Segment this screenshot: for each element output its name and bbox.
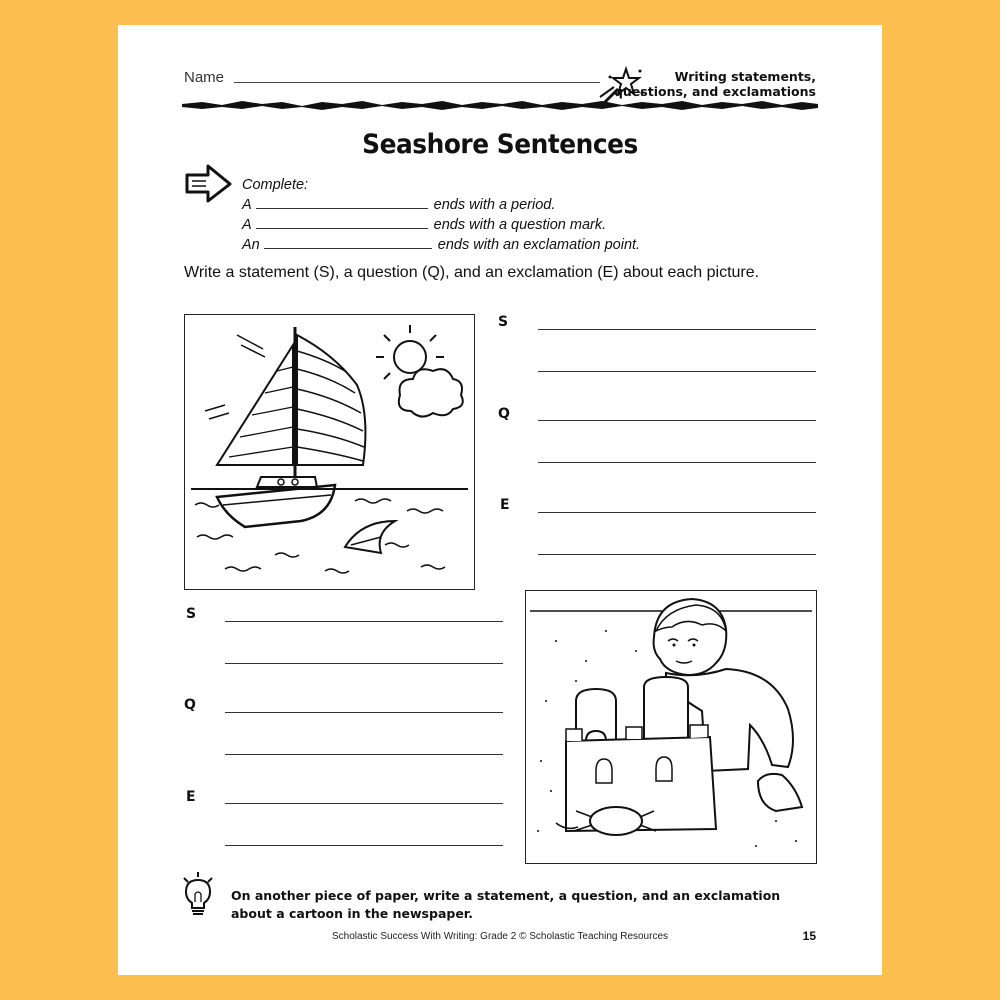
arrow-icon — [184, 163, 234, 205]
complete-row — [242, 215, 640, 235]
complete-row — [242, 195, 640, 215]
torn-divider — [182, 99, 818, 111]
question-line[interactable] — [225, 754, 503, 755]
statement-line[interactable] — [538, 329, 816, 330]
page-number: 15 — [802, 929, 816, 943]
complete-ending: ends with a period. — [433, 197, 556, 213]
skill-line-1: Writing statements, — [674, 69, 816, 84]
statement-letter: S — [186, 606, 197, 622]
worksheet-page — [118, 25, 882, 975]
instructions: Write a statement (S), a question (Q), and an exclamation (E) about each picture. — [184, 264, 760, 281]
skill-label — [586, 69, 816, 99]
complete-section — [242, 175, 640, 255]
exclamation-line[interactable] — [225, 845, 503, 846]
name-label: Name — [184, 69, 225, 86]
statement-letter: S — [498, 314, 509, 330]
exclamation-line[interactable] — [538, 512, 816, 513]
complete-ending: ends with an exclamation point. — [437, 237, 641, 253]
complete-heading: Complete: — [242, 177, 309, 193]
footer-credit: Scholastic Success With Writing: Grade 2 © Scholastic Teaching Resources — [331, 931, 669, 942]
complete-ending: ends with a question mark. — [433, 217, 607, 233]
complete-article: A — [242, 217, 252, 233]
statement-line[interactable] — [225, 663, 503, 664]
complete-article: A — [242, 197, 252, 213]
exclamation-letter: E — [186, 789, 196, 805]
exclamation-letter: E — [500, 497, 510, 513]
sandcastle-illustration — [525, 590, 817, 864]
question-letter: Q — [498, 406, 510, 422]
complete-blank[interactable] — [256, 216, 428, 229]
question-letter: Q — [184, 697, 196, 713]
name-field[interactable] — [234, 82, 600, 83]
complete-row — [242, 235, 640, 255]
complete-blank[interactable] — [256, 196, 428, 209]
complete-blank[interactable] — [264, 236, 432, 249]
question-line[interactable] — [538, 420, 816, 421]
extension-tip: On another piece of paper, write a statement, a question, and an exclamation about a cartoon in the newspaper. — [231, 888, 781, 921]
question-line[interactable] — [538, 462, 816, 463]
skill-line-2: questions, and exclamations — [613, 84, 816, 99]
complete-article: An — [242, 237, 260, 253]
statement-line[interactable] — [225, 621, 503, 622]
exclamation-line[interactable] — [225, 803, 503, 804]
lightbulb-icon — [180, 870, 216, 918]
exclamation-line[interactable] — [538, 554, 816, 555]
statement-line[interactable] — [538, 371, 816, 372]
question-line[interactable] — [225, 712, 503, 713]
page-title: Seashore Sentences — [362, 129, 638, 160]
sailboat-illustration — [184, 314, 475, 590]
